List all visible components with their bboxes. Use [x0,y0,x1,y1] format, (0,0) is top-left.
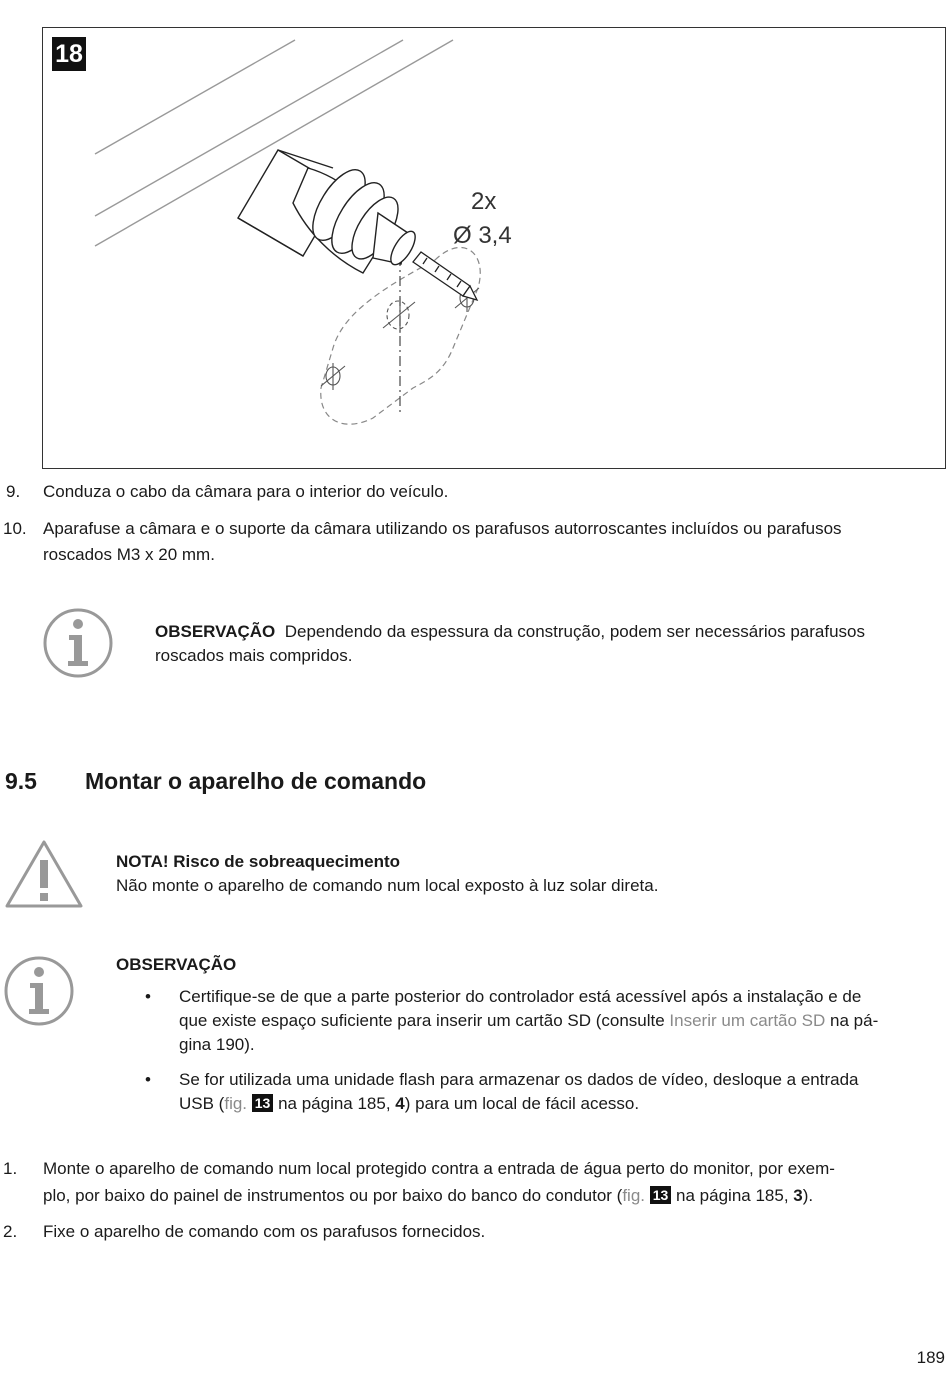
step-number: 10. [3,519,27,538]
bullet-line [179,1092,939,1116]
count-label: 2x [471,188,497,215]
figure-ref-badge[interactable]: 13 [252,1094,274,1112]
warning-notice [116,850,936,898]
step-number: 2. [3,1222,18,1241]
step-text-line: Aparafuse a câmara e o suporte da câmara utilizando os parafusos autorroscantes incluídos ou parafusos [43,519,842,538]
note-label [116,953,236,977]
list-item [0,1157,945,1209]
note-text-line: Dependendo da espessura da construção, podem ser necessários parafusos [284,622,865,641]
note-text-line: roscados mais compridos. [155,646,353,665]
note-observacao [155,620,945,668]
bullet-marker: • [145,1070,151,1089]
section-number: 9.5 [5,768,37,794]
item-ref-number: 3 [793,1186,803,1205]
warning-text: Não monte o aparelho de comando num local exposto à luz solar direta. [116,876,659,895]
bullet-text: ) para um local de fácil acesso. [404,1094,640,1113]
info-icon [3,955,75,1027]
drill-illustration [43,28,945,468]
bullet-text: na página 185, [273,1094,396,1113]
bullet-text: que existe espaço suficiente para inserir um cartão SD (consulte [179,1011,670,1030]
info-icon [42,607,114,679]
figure-18 [42,27,946,469]
bullet-line: Certifique-se de que a parte posterior do controlador está acessível após a instalação e de [179,987,862,1006]
step-number: 9. [6,482,21,501]
bullet-text: USB ( [179,1094,225,1113]
warning-title: NOTA! Risco de sobreaquecimento [116,852,401,871]
bullet-marker: • [145,987,151,1006]
step-text-line: roscados M3 x 20 mm. [43,545,215,564]
bullet-line: Se for utilizada uma unidade flash para armazenar os dados de vídeo, desloque a entrada [179,1070,859,1089]
bullet-line: gina 190). [179,1035,255,1054]
step-text: Conduza o cabo da câmara para o interior do veículo. [43,482,449,501]
bullet-line [179,1009,939,1033]
section-heading [5,766,605,796]
link-fig[interactable]: fig. [622,1186,646,1205]
figure-badge: 18 [52,37,86,71]
note-label: OBSERVAÇÃO [155,622,276,641]
link-sd-card[interactable]: Inserir um cartão SD [669,1011,826,1030]
bullet-text: na pá- [825,1011,879,1030]
step-text-line [43,1184,945,1208]
note-label-text: OBSERVAÇÃO [116,955,237,974]
step-text: na página 185, [671,1186,794,1205]
step-text: plo, por baixo do painel de instrumentos ou por baixo do banco do condutor ( [43,1186,623,1205]
warning-icon [3,838,85,910]
figure-ref-badge[interactable]: 13 [650,1186,672,1204]
diameter-label: Ø 3,4 [453,222,512,249]
bullet-item [179,1068,939,1116]
step-number: 1. [3,1159,18,1178]
link-fig[interactable]: fig. [224,1094,248,1113]
step-text-line: Monte o aparelho de comando num local protegido contra a entrada de água perto do monitor, por exem- [43,1159,835,1178]
section-title: Montar o aparelho de comando [85,768,427,794]
bullet-item [179,985,939,1057]
list-item [0,517,945,569]
item-ref-number: 4 [395,1094,405,1113]
page-number: 189 [916,1348,945,1367]
step-text: ). [802,1186,814,1205]
step-text: Fixe o aparelho de comando com os parafusos fornecidos. [43,1222,486,1241]
